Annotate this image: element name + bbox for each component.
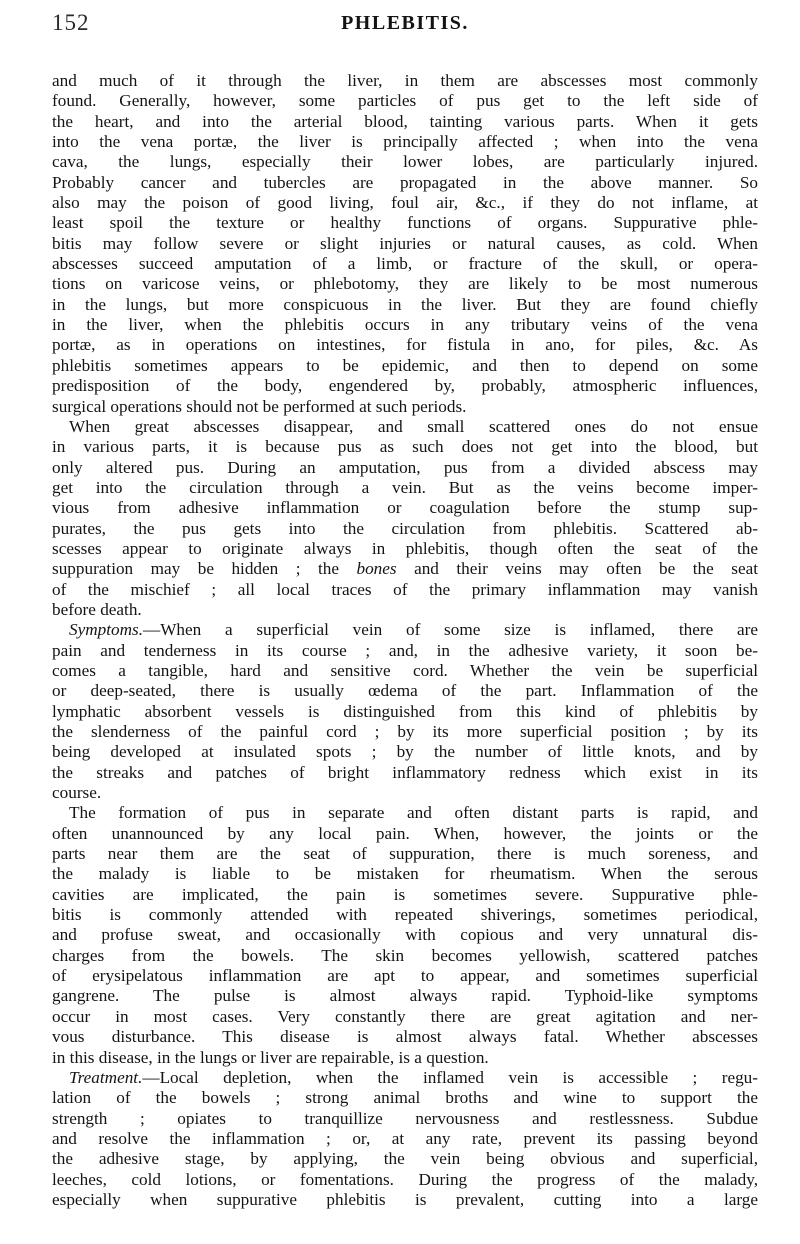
text-line [52, 1149, 758, 1169]
text-span: lation of the bowels ; strong animal broths and wine to support the [52, 1088, 758, 1108]
text-span: cava, the lungs, especially their lower lobes, are particularly injured. [52, 152, 758, 172]
text-span: the slenderness of the painful cord ; by its more superficial position ; by its [52, 722, 758, 741]
text-line [52, 559, 758, 579]
text-line [52, 193, 758, 213]
text-line [52, 254, 758, 274]
text-line [52, 335, 758, 355]
italic-text: Symptoms. [69, 620, 143, 640]
text-span: the malady is liable to be mistaken for rheumatism. When the serous [52, 864, 758, 884]
text-line [52, 356, 758, 376]
text-line [52, 539, 758, 559]
text-line [52, 702, 758, 722]
text-span: in various parts, it is because pus as such does not get into the blood, but [52, 437, 758, 457]
text-span: found. Generally, however, some particles of pus get to the left side of [52, 91, 758, 111]
text-line [52, 763, 758, 783]
text-line [52, 152, 758, 172]
text-line [52, 864, 758, 884]
text-span: leeches, cold lotions, or fomentations. During the progress of the malady, [52, 1169, 758, 1189]
text-line [52, 966, 758, 986]
text-line [52, 498, 758, 518]
text-span: vous disturbance. This disease is almost always fatal. Whether abscesses [52, 1027, 758, 1047]
text-span: course. [52, 783, 102, 803]
text-line [52, 315, 758, 335]
text-line [52, 1088, 758, 1108]
text-span: into the vena portæ, the liver is principally affected ; when into the vena [52, 132, 758, 152]
text-span: in the liver, when the phlebitis occurs in any tributary veins of the vena [52, 315, 758, 335]
text-span: suppuration may be hidden ; the [52, 559, 357, 579]
text-span: cavities are implicated, the pain is sometimes severe. Suppurative phle- [52, 884, 758, 904]
text-line [52, 722, 758, 742]
text-line [52, 925, 758, 945]
text-span: often unannounced by any local pain. When, however, the joints or the [52, 823, 758, 843]
text-line [52, 437, 758, 457]
text-line [52, 376, 758, 396]
italic-text: Treatment. [69, 1067, 143, 1087]
text-line [52, 986, 758, 1006]
text-span: —Local depletion, when the inflamed vein is accessible ; regu- [142, 1067, 758, 1087]
text-line [52, 173, 758, 193]
text-line [52, 905, 758, 925]
text-line [52, 1190, 758, 1210]
text-span: Probably cancer and tubercles are propagated in the above manner. So [52, 172, 758, 192]
text-span: predisposition of the body, engendered by, probably, atmospheric influences, [52, 376, 758, 396]
italic-text: bones [356, 559, 397, 579]
text-line [52, 580, 758, 600]
text-line [52, 783, 758, 803]
text-line [52, 824, 758, 844]
text-span: abscesses succeed amputation of a limb, or fracture of the skull, or opera- [52, 254, 758, 274]
text-span: portæ, as in operations on intestines, for fistula in ano, for piles, &c. As [52, 335, 758, 355]
text-line [52, 234, 758, 254]
text-line [52, 1109, 758, 1129]
text-line [52, 91, 758, 111]
text-span: parts near them are the seat of suppuration, there is much soreness, and [52, 844, 758, 864]
page-header [52, 10, 758, 50]
text-span: least spoil the texture or healthy functions of organs. Suppurative phle- [52, 213, 758, 233]
text-line [52, 519, 758, 539]
text-line [52, 885, 758, 905]
text-span: of the mischief ; all local traces of the primary inflammation may vanish [52, 579, 758, 599]
text-line [52, 417, 758, 437]
text-line [52, 132, 758, 152]
text-span: vious from adhesive inflammation or coagulation before the stump sup- [52, 498, 758, 518]
text-span: The formation of pus in separate and often distant parts is rapid, and [69, 803, 758, 823]
text-span: and much of it through the liver, in them are abscesses most commonly [52, 71, 758, 90]
text-line [52, 1048, 758, 1068]
text-span: also may the poison of good living, foul air, &c., if they do not inflame, at [52, 193, 758, 213]
text-line [52, 478, 758, 498]
text-line [52, 844, 758, 864]
text-line [52, 1027, 758, 1047]
text-span: before death. [52, 599, 142, 619]
text-span: purates, the pus gets into the circulation from phlebitis. Scattered ab- [52, 518, 758, 538]
text-span: pain and tenderness in its course ; and, in the adhesive variety, it soon be- [52, 640, 758, 660]
text-span: charges from the bowels. The skin becomes yellowish, scattered patches [52, 945, 758, 965]
text-line [52, 803, 758, 823]
text-span: in the lungs, but more conspicuous in the liver. But they are found chiefly [52, 294, 758, 314]
text-span: and their veins may often be the seat [396, 559, 758, 579]
text-line [52, 1007, 758, 1027]
text-span: lymphatic absorbent vessels is distinguished from this kind of phlebitis by [52, 701, 758, 721]
text-line [52, 742, 758, 762]
text-line [52, 641, 758, 661]
text-span: only altered pus. During an amputation, pus from a divided abscess may [52, 457, 758, 477]
text-span: of erysipelatous inflammation are apt to appear, and sometimes superficial [52, 966, 758, 986]
text-span: the adhesive stage, by applying, the vein being obvious and superficial, [52, 1149, 758, 1169]
running-head: PHLEBITIS. [341, 12, 469, 34]
text-line [52, 397, 758, 417]
text-line [52, 1068, 758, 1088]
text-span: bitis is commonly attended with repeated shiverings, sometimes periodical, [52, 905, 758, 925]
text-span: tions on varicose veins, or phlebotomy, they are likely to be most numerous [52, 274, 758, 294]
text-line [52, 620, 758, 640]
text-line [52, 1170, 758, 1190]
text-span: the heart, and into the arterial blood, tainting various parts. When it gets [52, 111, 758, 131]
text-span: gangrene. The pulse is almost always rapid. Typhoid-like symptoms [52, 986, 758, 1006]
text-line [52, 213, 758, 233]
text-span: in this disease, in the lungs or liver are repairable, is a question. [52, 1047, 489, 1067]
text-span: bitis may follow severe or slight injuries or natural causes, as cold. When [52, 233, 758, 253]
text-line [52, 946, 758, 966]
text-span: or deep-seated, there is usually œdema of the part. Inflammation of the [52, 681, 758, 701]
text-span: occur in most cases. Very constantly there are great agitation and ner- [52, 1006, 758, 1026]
text-span: the streaks and patches of bright inflammatory redness which exist in its [52, 762, 758, 782]
text-line [52, 71, 758, 91]
body-text [52, 71, 758, 1210]
text-span: get into the circulation through a vein. But as the veins become imper- [52, 477, 758, 497]
text-span: phlebitis sometimes appears to be epidemic, and then to depend on some [52, 355, 758, 375]
text-span: When great abscesses disappear, and small scattered ones do not ensue [69, 416, 758, 436]
text-span: especially when suppurative phlebitis is prevalent, cutting into a large [52, 1189, 758, 1209]
text-span: surgical operations should not be performed at such periods. [52, 396, 467, 416]
text-line [52, 661, 758, 681]
text-line [52, 600, 758, 620]
text-span: —When a superficial vein of some size is inflamed, there are [143, 620, 758, 640]
text-line [52, 112, 758, 132]
page-number: 152 [52, 10, 90, 35]
text-span: and resolve the inflammation ; or, at any rate, prevent its passing beyond [52, 1128, 758, 1148]
text-span: and profuse sweat, and occasionally with copious and very unnatural dis- [52, 925, 758, 945]
text-span: strength ; opiates to tranquillize nervousness and restlessness. Subdue [52, 1108, 758, 1128]
text-line [52, 681, 758, 701]
text-span: comes a tangible, hard and sensitive cord. Whether the vein be superficial [52, 660, 758, 680]
text-line [52, 458, 758, 478]
text-line [52, 295, 758, 315]
text-line [52, 1129, 758, 1149]
text-line [52, 274, 758, 294]
text-span: being developed at insulated spots ; by the number of little knots, and by [52, 742, 758, 762]
text-span: scesses appear to originate always in phlebitis, though often the seat of the [52, 538, 758, 558]
